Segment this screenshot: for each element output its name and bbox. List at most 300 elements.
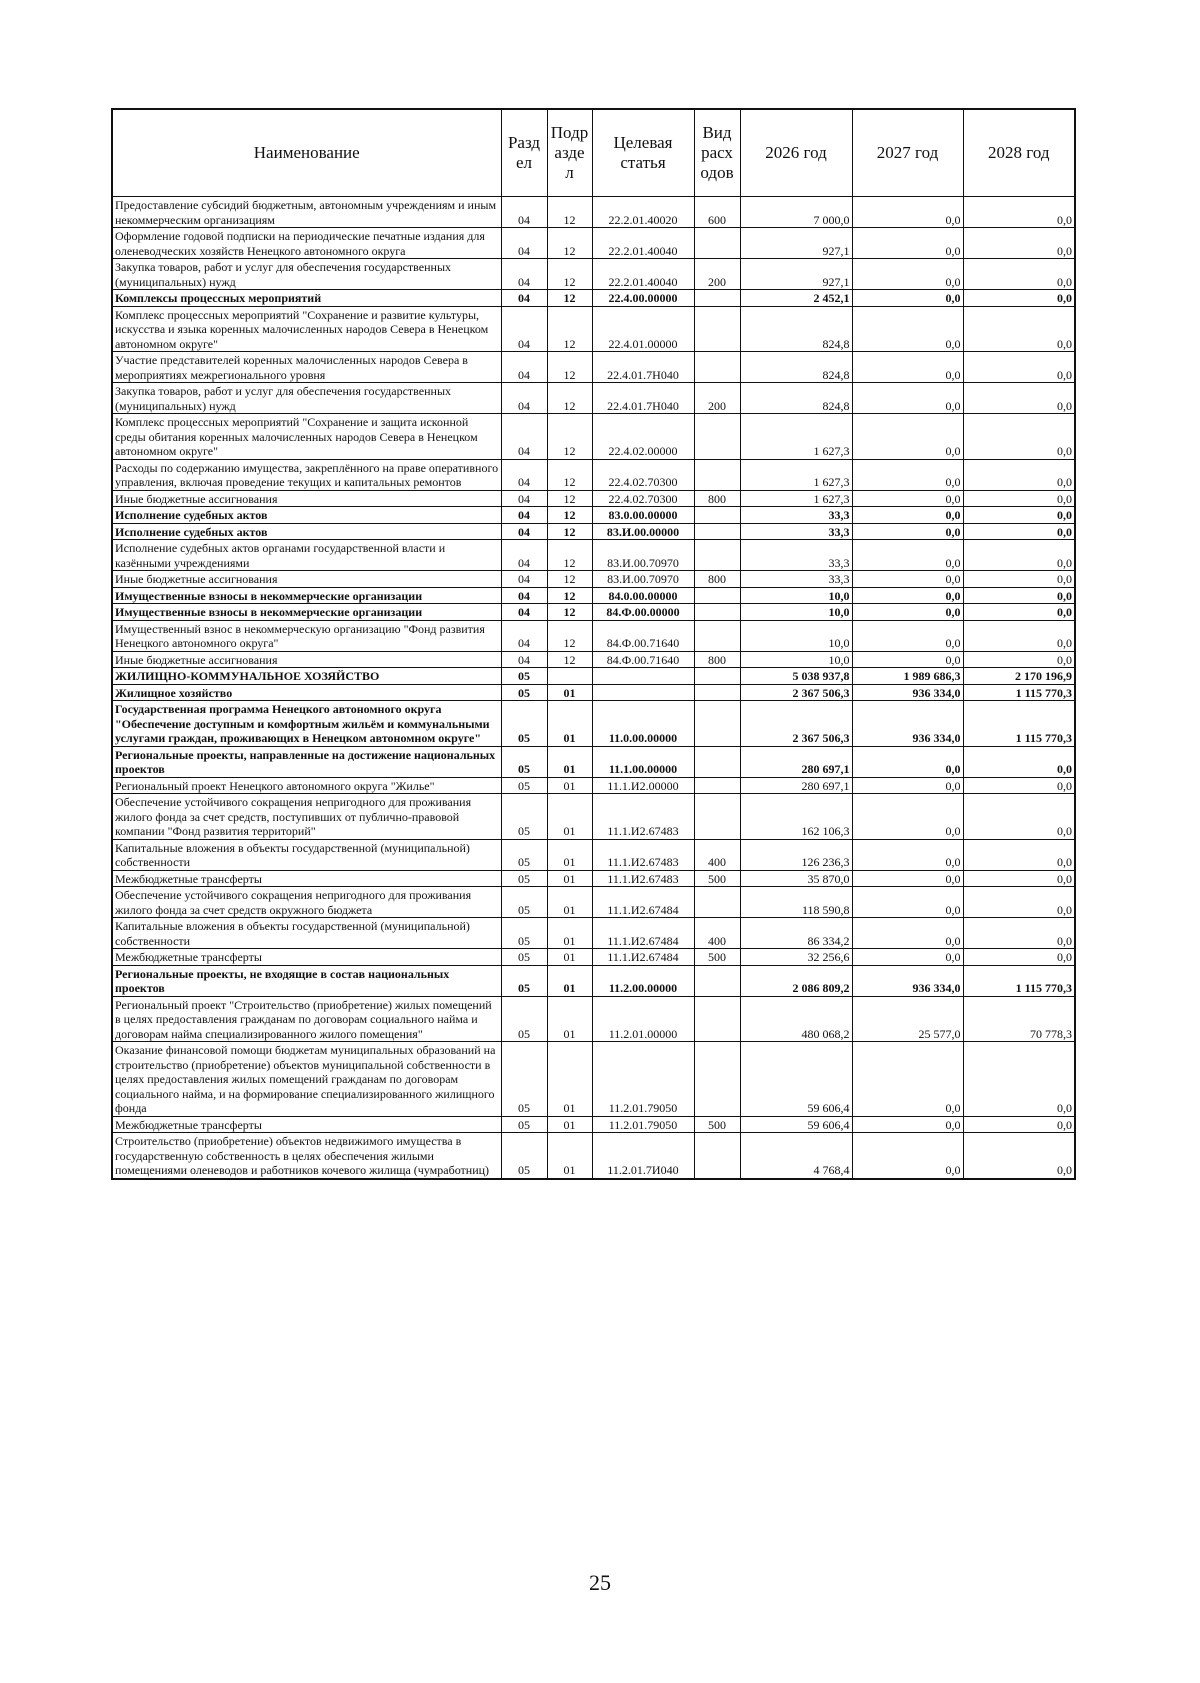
row-section-cell: 04: [501, 197, 547, 228]
row-amount-2026-cell: 7 000,0: [740, 197, 852, 228]
row-amount-2028-cell: 0,0: [963, 746, 1075, 777]
header-target-article: Целевая статья: [592, 109, 694, 197]
row-section-cell: 04: [501, 414, 547, 460]
row-section-cell: 05: [501, 918, 547, 949]
row-section-cell: 05: [501, 668, 547, 685]
row-expense-type-cell: 200: [694, 383, 740, 414]
row-section-cell: 04: [501, 604, 547, 621]
row-amount-2026-cell: 480 068,2: [740, 996, 852, 1042]
row-name-cell: Предоставление субсидий бюджетным, автономным учреждениям и иным некоммерческим организациям: [112, 197, 501, 228]
row-amount-2026-cell: 33,3: [740, 540, 852, 571]
row-amount-2026-cell: 10,0: [740, 604, 852, 621]
row-amount-2026-cell: 10,0: [740, 620, 852, 651]
row-expense-type-cell: [694, 306, 740, 352]
row-target-article-cell: 22.2.01.40020: [592, 197, 694, 228]
row-section-cell: 05: [501, 701, 547, 747]
table-body: [112, 197, 1075, 1179]
row-target-article-cell: 11.0.00.00000: [592, 701, 694, 747]
row-subsection-cell: 12: [547, 587, 592, 604]
row-amount-2026-cell: 5 038 937,8: [740, 668, 852, 685]
row-amount-2027-cell: 0,0: [852, 540, 963, 571]
row-subsection-cell: 01: [547, 746, 592, 777]
row-amount-2027-cell: 1 989 686,3: [852, 668, 963, 685]
row-subsection-cell: 12: [547, 197, 592, 228]
row-expense-type-cell: [694, 746, 740, 777]
row-subsection-cell: 12: [547, 540, 592, 571]
row-section-cell: 04: [501, 620, 547, 651]
row-amount-2028-cell: 0,0: [963, 604, 1075, 621]
row-section-cell: 04: [501, 259, 547, 290]
row-amount-2027-cell: 0,0: [852, 414, 963, 460]
row-amount-2028-cell: 0,0: [963, 794, 1075, 840]
row-name-cell: Оказание финансовой помощи бюджетам муниципальных образований на строительство (приобретение) объектов муниципальной собственности в целях предоставления жилых помещений гражданам по договорам социального найма, и на формирование специализированного жилищного фонда: [112, 1042, 501, 1117]
page-number: 25: [589, 1570, 611, 1595]
row-amount-2028-cell: 0,0: [963, 949, 1075, 966]
row-amount-2026-cell: 1 627,3: [740, 459, 852, 490]
row-amount-2028-cell: 1 115 770,3: [963, 965, 1075, 996]
row-amount-2028-cell: 0,0: [963, 620, 1075, 651]
row-target-article-cell: [592, 684, 694, 701]
row-name-cell: Межбюджетные трансферты: [112, 1116, 501, 1133]
row-subsection-cell: 12: [547, 571, 592, 588]
table-row: [112, 507, 1075, 524]
row-amount-2028-cell: 0,0: [963, 228, 1075, 259]
row-amount-2027-cell: 0,0: [852, 949, 963, 966]
row-target-article-cell: 84.0.00.00000: [592, 587, 694, 604]
row-amount-2026-cell: 33,3: [740, 571, 852, 588]
row-amount-2026-cell: 927,1: [740, 228, 852, 259]
table-row: [112, 777, 1075, 794]
row-amount-2028-cell: 2 170 196,9: [963, 668, 1075, 685]
row-amount-2026-cell: 1 627,3: [740, 414, 852, 460]
row-target-article-cell: 11.2.01.00000: [592, 996, 694, 1042]
row-amount-2028-cell: 0,0: [963, 918, 1075, 949]
row-section-cell: 04: [501, 306, 547, 352]
row-subsection-cell: 12: [547, 352, 592, 383]
row-amount-2028-cell: 0,0: [963, 1116, 1075, 1133]
row-expense-type-cell: [694, 1133, 740, 1179]
row-target-article-cell: 22.2.01.40040: [592, 228, 694, 259]
row-amount-2026-cell: 824,8: [740, 306, 852, 352]
row-amount-2028-cell: 0,0: [963, 490, 1075, 507]
row-amount-2028-cell: 0,0: [963, 571, 1075, 588]
row-expense-type-cell: 500: [694, 949, 740, 966]
row-amount-2027-cell: 0,0: [852, 651, 963, 668]
row-section-cell: 05: [501, 794, 547, 840]
row-expense-type-cell: [694, 523, 740, 540]
row-amount-2026-cell: 35 870,0: [740, 870, 852, 887]
row-section-cell: 05: [501, 1042, 547, 1117]
row-amount-2027-cell: 0,0: [852, 290, 963, 307]
row-target-article-cell: [592, 668, 694, 685]
row-name-cell: Обеспечение устойчивого сокращения непригодного для проживания жилого фонда за счет средств, поступивших от публично-правовой компании "Фонд развития территорий": [112, 794, 501, 840]
row-amount-2027-cell: 0,0: [852, 306, 963, 352]
row-name-cell: Межбюджетные трансферты: [112, 870, 501, 887]
table-row: [112, 870, 1075, 887]
row-subsection-cell: 01: [547, 1116, 592, 1133]
row-subsection-cell: 12: [547, 523, 592, 540]
row-amount-2028-cell: 0,0: [963, 651, 1075, 668]
header-year-2028: 2028 год: [963, 109, 1075, 197]
row-amount-2028-cell: 1 115 770,3: [963, 701, 1075, 747]
table-row: [112, 794, 1075, 840]
row-amount-2027-cell: 0,0: [852, 197, 963, 228]
row-target-article-cell: 84.Ф.00.71640: [592, 651, 694, 668]
row-amount-2028-cell: 0,0: [963, 352, 1075, 383]
table-row: [112, 290, 1075, 307]
row-expense-type-cell: [694, 1042, 740, 1117]
row-name-cell: Обеспечение устойчивого сокращения непригодного для проживания жилого фонда за счет средств окружного бюджета: [112, 887, 501, 918]
row-section-cell: 05: [501, 839, 547, 870]
row-amount-2028-cell: 0,0: [963, 523, 1075, 540]
row-expense-type-cell: [694, 540, 740, 571]
row-amount-2026-cell: 2 367 506,3: [740, 684, 852, 701]
row-section-cell: 04: [501, 571, 547, 588]
row-amount-2026-cell: 927,1: [740, 259, 852, 290]
row-section-cell: 05: [501, 965, 547, 996]
row-amount-2028-cell: 0,0: [963, 306, 1075, 352]
row-expense-type-cell: [694, 794, 740, 840]
row-name-cell: Комплекс процессных мероприятий "Сохранение и защита исконной среды обитания коренных малочисленных народов Севера в Ненецком автономном округе": [112, 414, 501, 460]
row-section-cell: 05: [501, 1116, 547, 1133]
row-amount-2027-cell: 0,0: [852, 620, 963, 651]
row-section-cell: 04: [501, 587, 547, 604]
row-subsection-cell: 12: [547, 620, 592, 651]
row-name-cell: Межбюджетные трансферты: [112, 949, 501, 966]
row-amount-2026-cell: 280 697,1: [740, 746, 852, 777]
row-section-cell: 05: [501, 996, 547, 1042]
row-expense-type-cell: [694, 620, 740, 651]
table-row: [112, 996, 1075, 1042]
row-name-cell: Иные бюджетные ассигнования: [112, 651, 501, 668]
row-amount-2028-cell: 0,0: [963, 1133, 1075, 1179]
row-amount-2026-cell: 280 697,1: [740, 777, 852, 794]
row-amount-2026-cell: 86 334,2: [740, 918, 852, 949]
row-name-cell: Капитальные вложения в объекты государственной (муниципальной) собственности: [112, 839, 501, 870]
row-expense-type-cell: [694, 777, 740, 794]
row-amount-2028-cell: 0,0: [963, 839, 1075, 870]
row-expense-type-cell: [694, 668, 740, 685]
row-subsection-cell: 12: [547, 490, 592, 507]
row-amount-2028-cell: 0,0: [963, 870, 1075, 887]
row-amount-2027-cell: 0,0: [852, 259, 963, 290]
row-expense-type-cell: [694, 701, 740, 747]
row-subsection-cell: 01: [547, 965, 592, 996]
row-name-cell: Строительство (приобретение) объектов недвижимого имущества в государственную собственность в целях обеспечения жилыми помещениями оленеводов и работников кочевого жилища (чумработниц): [112, 1133, 501, 1179]
row-section-cell: 04: [501, 290, 547, 307]
row-section-cell: 04: [501, 540, 547, 571]
row-name-cell: Региональный проект Ненецкого автономного округа "Жилье": [112, 777, 501, 794]
row-amount-2028-cell: 0,0: [963, 290, 1075, 307]
row-amount-2027-cell: 0,0: [852, 459, 963, 490]
row-amount-2028-cell: 0,0: [963, 507, 1075, 524]
row-amount-2028-cell: 0,0: [963, 887, 1075, 918]
table-row: [112, 228, 1075, 259]
row-target-article-cell: 22.4.01.00000: [592, 306, 694, 352]
row-target-article-cell: 22.4.00.00000: [592, 290, 694, 307]
row-subsection-cell: 12: [547, 604, 592, 621]
row-amount-2026-cell: 32 256,6: [740, 949, 852, 966]
row-target-article-cell: 22.2.01.40040: [592, 259, 694, 290]
row-section-cell: 04: [501, 651, 547, 668]
row-expense-type-cell: [694, 996, 740, 1042]
row-subsection-cell: 12: [547, 228, 592, 259]
row-subsection-cell: [547, 668, 592, 685]
table-row: [112, 306, 1075, 352]
row-amount-2027-cell: 0,0: [852, 604, 963, 621]
row-name-cell: ЖИЛИЩНО-КОММУНАЛЬНОЕ ХОЗЯЙСТВО: [112, 668, 501, 685]
row-subsection-cell: 01: [547, 887, 592, 918]
header-name: Наименование: [112, 109, 501, 197]
header-section: Разд ел: [501, 109, 547, 197]
row-section-cell: 05: [501, 887, 547, 918]
row-amount-2026-cell: 10,0: [740, 587, 852, 604]
row-section-cell: 05: [501, 684, 547, 701]
row-amount-2026-cell: 118 590,8: [740, 887, 852, 918]
table-row: [112, 352, 1075, 383]
row-name-cell: Комплексы процессных мероприятий: [112, 290, 501, 307]
row-target-article-cell: 11.1.И2.67483: [592, 794, 694, 840]
row-name-cell: Иные бюджетные ассигнования: [112, 490, 501, 507]
row-amount-2028-cell: 0,0: [963, 540, 1075, 571]
row-amount-2027-cell: 936 334,0: [852, 965, 963, 996]
table-row: [112, 490, 1075, 507]
row-name-cell: Закупка товаров, работ и услуг для обеспечения государственных (муниципальных) нужд: [112, 383, 501, 414]
table-row: [112, 587, 1075, 604]
row-amount-2028-cell: 0,0: [963, 197, 1075, 228]
row-amount-2027-cell: 0,0: [852, 1042, 963, 1117]
row-name-cell: Участие представителей коренных малочисленных народов Севера в мероприятиях межрегионального уровня: [112, 352, 501, 383]
row-amount-2028-cell: 1 115 770,3: [963, 684, 1075, 701]
row-expense-type-cell: [694, 507, 740, 524]
row-expense-type-cell: [694, 604, 740, 621]
row-amount-2028-cell: 0,0: [963, 459, 1075, 490]
row-amount-2026-cell: 162 106,3: [740, 794, 852, 840]
row-expense-type-cell: [694, 414, 740, 460]
row-name-cell: Исполнение судебных актов органами государственной власти и казёнными учреждениями: [112, 540, 501, 571]
row-expense-type-cell: 800: [694, 571, 740, 588]
table-row: [112, 839, 1075, 870]
table-row: [112, 887, 1075, 918]
row-target-article-cell: 22.4.01.7Н040: [592, 383, 694, 414]
row-expense-type-cell: [694, 352, 740, 383]
row-amount-2026-cell: 2 367 506,3: [740, 701, 852, 747]
row-expense-type-cell: 400: [694, 839, 740, 870]
row-expense-type-cell: 500: [694, 1116, 740, 1133]
row-name-cell: Имущественные взносы в некоммерческие организации: [112, 587, 501, 604]
row-expense-type-cell: 600: [694, 197, 740, 228]
row-name-cell: Капитальные вложения в объекты государственной (муниципальной) собственности: [112, 918, 501, 949]
row-amount-2027-cell: 25 577,0: [852, 996, 963, 1042]
row-subsection-cell: 12: [547, 459, 592, 490]
row-name-cell: Региональные проекты, направленные на достижение национальных проектов: [112, 746, 501, 777]
row-amount-2027-cell: 936 334,0: [852, 684, 963, 701]
header-year-2027: 2027 год: [852, 109, 963, 197]
row-amount-2027-cell: 0,0: [852, 1116, 963, 1133]
row-amount-2027-cell: 0,0: [852, 383, 963, 414]
row-section-cell: 05: [501, 746, 547, 777]
table-row: [112, 965, 1075, 996]
row-target-article-cell: 11.2.01.7И040: [592, 1133, 694, 1179]
row-subsection-cell: 12: [547, 290, 592, 307]
row-subsection-cell: 12: [547, 259, 592, 290]
row-amount-2027-cell: 0,0: [852, 777, 963, 794]
row-amount-2027-cell: 0,0: [852, 918, 963, 949]
row-expense-type-cell: [694, 459, 740, 490]
table-row: [112, 259, 1075, 290]
row-name-cell: Региональный проект "Строительство (приобретение) жилых помещений в целях предоставления гражданам по договорам социального найма и договорам найма специализированного жилого помещения": [112, 996, 501, 1042]
row-target-article-cell: 11.2.01.79050: [592, 1116, 694, 1133]
row-subsection-cell: 01: [547, 918, 592, 949]
row-amount-2026-cell: 59 606,4: [740, 1116, 852, 1133]
row-amount-2028-cell: 0,0: [963, 1042, 1075, 1117]
row-subsection-cell: 01: [547, 1133, 592, 1179]
table-row: [112, 746, 1075, 777]
row-amount-2026-cell: 59 606,4: [740, 1042, 852, 1117]
row-section-cell: 04: [501, 228, 547, 259]
table-row: [112, 604, 1075, 621]
table-row: [112, 1133, 1075, 1179]
row-section-cell: 05: [501, 1133, 547, 1179]
row-target-article-cell: 11.1.И2.67483: [592, 870, 694, 887]
header-year-2026: 2026 год: [740, 109, 852, 197]
row-target-article-cell: 11.1.00.00000: [592, 746, 694, 777]
row-amount-2026-cell: 33,3: [740, 523, 852, 540]
table-row: [112, 523, 1075, 540]
row-expense-type-cell: [694, 290, 740, 307]
row-name-cell: Жилищное хозяйство: [112, 684, 501, 701]
row-section-cell: 04: [501, 507, 547, 524]
row-amount-2026-cell: 2 452,1: [740, 290, 852, 307]
row-subsection-cell: 01: [547, 794, 592, 840]
row-name-cell: Исполнение судебных актов: [112, 507, 501, 524]
row-expense-type-cell: [694, 684, 740, 701]
table-header-row: [112, 109, 1075, 197]
row-section-cell: 04: [501, 383, 547, 414]
row-target-article-cell: 11.1.И2.00000: [592, 777, 694, 794]
row-subsection-cell: 12: [547, 306, 592, 352]
row-amount-2027-cell: 0,0: [852, 887, 963, 918]
budget-table: [111, 108, 1076, 1180]
row-subsection-cell: 01: [547, 777, 592, 794]
row-amount-2028-cell: 0,0: [963, 414, 1075, 460]
row-target-article-cell: 22.4.02.70300: [592, 490, 694, 507]
row-section-cell: 04: [501, 352, 547, 383]
header-expense-type: Вид расх одов: [694, 109, 740, 197]
row-expense-type-cell: 200: [694, 259, 740, 290]
row-subsection-cell: 01: [547, 701, 592, 747]
row-expense-type-cell: 800: [694, 490, 740, 507]
table-row: [112, 197, 1075, 228]
row-target-article-cell: 11.2.01.79050: [592, 1042, 694, 1117]
row-subsection-cell: 01: [547, 870, 592, 887]
header-subsection: Подр азде л: [547, 109, 592, 197]
row-expense-type-cell: [694, 228, 740, 259]
row-name-cell: Имущественный взнос в некоммерческую организацию "Фонд развития Ненецкого автономного округа": [112, 620, 501, 651]
row-expense-type-cell: 400: [694, 918, 740, 949]
row-amount-2027-cell: 0,0: [852, 228, 963, 259]
row-subsection-cell: 12: [547, 507, 592, 524]
row-target-article-cell: 11.1.И2.67484: [592, 887, 694, 918]
row-subsection-cell: 01: [547, 949, 592, 966]
row-section-cell: 05: [501, 949, 547, 966]
row-amount-2027-cell: 936 334,0: [852, 701, 963, 747]
row-amount-2027-cell: 0,0: [852, 870, 963, 887]
table-row: [112, 684, 1075, 701]
row-target-article-cell: 11.1.И2.67484: [592, 949, 694, 966]
table-row: [112, 949, 1075, 966]
row-amount-2028-cell: 0,0: [963, 777, 1075, 794]
row-name-cell: Закупка товаров, работ и услуг для обеспечения государственных (муниципальных) нужд: [112, 259, 501, 290]
row-expense-type-cell: 800: [694, 651, 740, 668]
table-row: [112, 414, 1075, 460]
table-row: [112, 571, 1075, 588]
row-section-cell: 04: [501, 459, 547, 490]
row-section-cell: 05: [501, 777, 547, 794]
row-amount-2027-cell: 0,0: [852, 794, 963, 840]
row-subsection-cell: 01: [547, 996, 592, 1042]
table-row: [112, 540, 1075, 571]
table-row: [112, 918, 1075, 949]
row-amount-2028-cell: 0,0: [963, 383, 1075, 414]
row-subsection-cell: 12: [547, 414, 592, 460]
row-amount-2026-cell: 824,8: [740, 352, 852, 383]
row-target-article-cell: 11.1.И2.67483: [592, 839, 694, 870]
row-target-article-cell: 11.1.И2.67484: [592, 918, 694, 949]
row-subsection-cell: 12: [547, 651, 592, 668]
row-expense-type-cell: 500: [694, 870, 740, 887]
row-amount-2027-cell: 0,0: [852, 746, 963, 777]
row-target-article-cell: 22.4.02.70300: [592, 459, 694, 490]
table-row: [112, 651, 1075, 668]
table-row: [112, 620, 1075, 651]
row-section-cell: 04: [501, 490, 547, 507]
row-amount-2026-cell: 33,3: [740, 507, 852, 524]
table-row: [112, 383, 1075, 414]
row-amount-2027-cell: 0,0: [852, 587, 963, 604]
row-target-article-cell: 84.Ф.00.71640: [592, 620, 694, 651]
row-expense-type-cell: [694, 587, 740, 604]
row-target-article-cell: 83.И.00.70970: [592, 571, 694, 588]
row-amount-2026-cell: 10,0: [740, 651, 852, 668]
table-row: [112, 1042, 1075, 1117]
row-target-article-cell: 11.2.00.00000: [592, 965, 694, 996]
row-target-article-cell: 84.Ф.00.00000: [592, 604, 694, 621]
row-amount-2026-cell: 1 627,3: [740, 490, 852, 507]
table-row: [112, 459, 1075, 490]
row-amount-2026-cell: 126 236,3: [740, 839, 852, 870]
row-amount-2028-cell: 0,0: [963, 259, 1075, 290]
row-amount-2028-cell: 0,0: [963, 587, 1075, 604]
row-amount-2027-cell: 0,0: [852, 507, 963, 524]
row-name-cell: Иные бюджетные ассигнования: [112, 571, 501, 588]
row-amount-2027-cell: 0,0: [852, 523, 963, 540]
row-target-article-cell: 22.4.01.7Н040: [592, 352, 694, 383]
row-subsection-cell: 01: [547, 1042, 592, 1117]
table-row: [112, 668, 1075, 685]
row-subsection-cell: 01: [547, 684, 592, 701]
row-amount-2026-cell: 824,8: [740, 383, 852, 414]
row-name-cell: Региональные проекты, не входящие в состав национальных проектов: [112, 965, 501, 996]
row-target-article-cell: 83.И.00.00000: [592, 523, 694, 540]
row-amount-2028-cell: 70 778,3: [963, 996, 1075, 1042]
row-name-cell: Исполнение судебных актов: [112, 523, 501, 540]
row-expense-type-cell: [694, 887, 740, 918]
row-target-article-cell: 83.0.00.00000: [592, 507, 694, 524]
row-name-cell: Имущественные взносы в некоммерческие организации: [112, 604, 501, 621]
row-amount-2026-cell: 4 768,4: [740, 1133, 852, 1179]
row-section-cell: 05: [501, 870, 547, 887]
